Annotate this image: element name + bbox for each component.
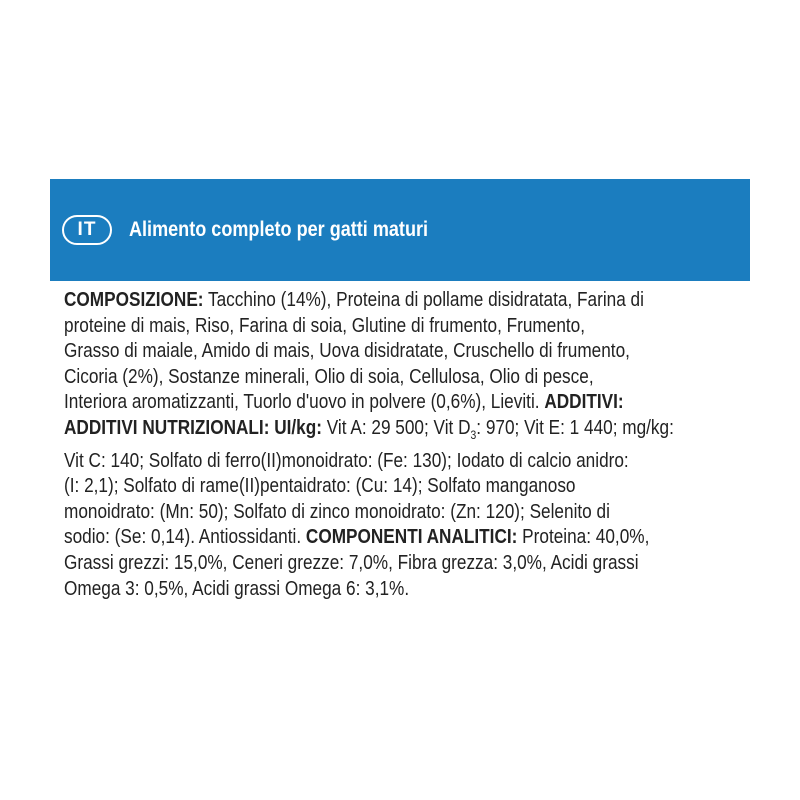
language-code: IT (77, 219, 97, 240)
additives-heading: ADDITIVI: (544, 391, 624, 414)
composition-line: Interiora aromatizzanti, Tuorlo d'uovo in polvere (0,6%), Lieviti. ADDITIVI: (64, 391, 624, 414)
language-banner (50, 179, 750, 281)
language-code-badge (62, 215, 112, 245)
analytical-components-heading: COMPONENTI ANALITICI: (305, 526, 518, 549)
composition-line: sodio: (Se: 0,14). Antiossidanti. COMPONENTI ANALITICI: Proteina: 40,0%, (64, 526, 650, 549)
nutritional-additives-heading: ADDITIVI NUTRIZIONALI: UI/kg: (64, 416, 322, 439)
product-description: Alimento completo per gatti maturi (129, 218, 429, 241)
composition-heading: COMPOSIZIONE: (64, 289, 204, 311)
composition-line: Vit C: 140; Solfato di ferro(II)monoidrato: (Fe: 130); Iodato di calcio anidro: (64, 449, 629, 472)
composition-line: monoidrato: (Mn: 50); Solfato di zinco monoidrato: (Zn: 120); Selenito di (64, 500, 610, 523)
composition-text (64, 288, 735, 602)
composition-line: Grasso di maiale, Amido di mais, Uova disidratate, Cruschello di frumento, (64, 340, 630, 363)
composition-line: (I: 2,1); Solfato di rame(II)pentaidrato: (Cu: 14); Solfato manganoso (64, 475, 576, 498)
composition-line: COMPOSIZIONE: Tacchino (14%), Proteina di pollame disidratata, Farina di (64, 289, 644, 311)
composition-line: ADDITIVI NUTRIZIONALI: UI/kg: Vit A: 29 500; Vit $D_3$: 970; Vit E: 1 440; mg/kg: (64, 416, 674, 442)
composition-line: Omega 3: 0,5%, Acidi grassi Omega 6: 3,1%. (64, 577, 410, 600)
composition-line: Grassi grezzi: 15,0%, Ceneri grezze: 7,0%, Fibra grezza: 3,0%, Acidi grassi (64, 551, 639, 574)
composition-line: Cicoria (2%), Sostanze minerali, Olio di soia, Cellulosa, Olio di pesce, (64, 365, 594, 388)
composition-line: proteine di mais, Riso, Farina di soia, Glutine di frumento, Frumento, (64, 314, 586, 337)
